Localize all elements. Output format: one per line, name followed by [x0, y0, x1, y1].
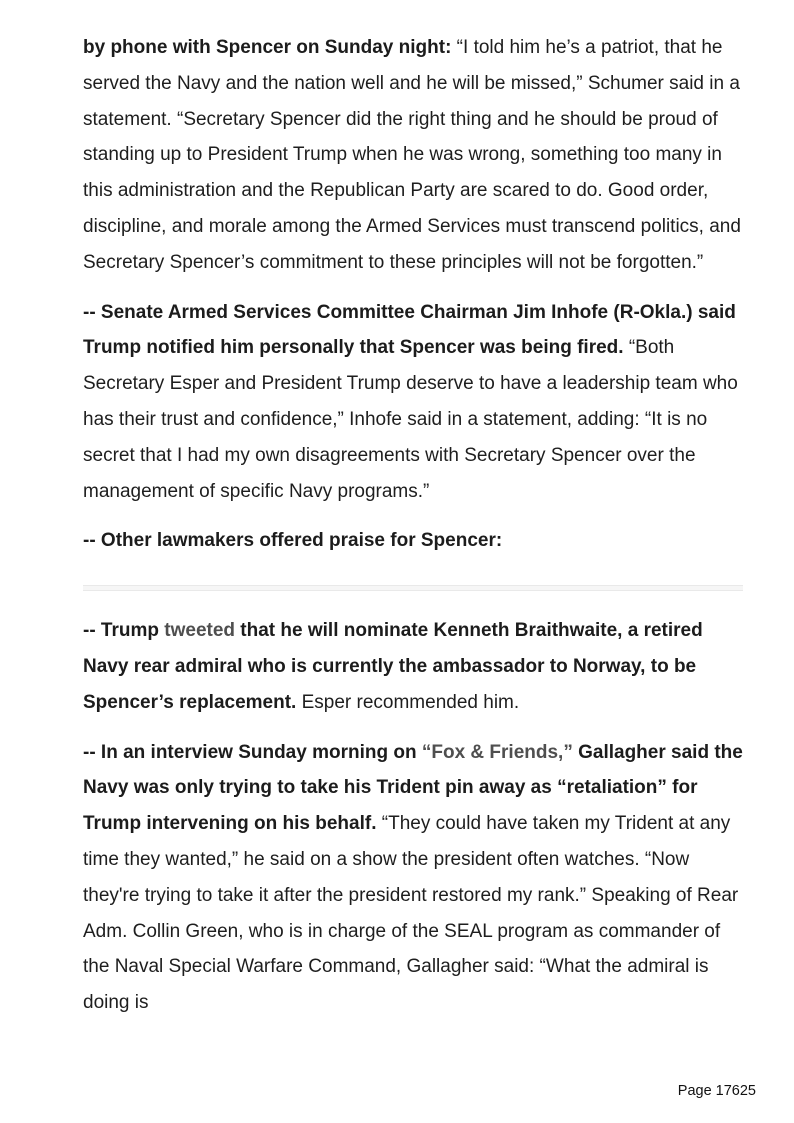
page-number: Page 17625 — [677, 1083, 756, 1099]
paragraph-gallagher — [83, 735, 743, 1021]
paragraph-inhofe — [83, 295, 743, 510]
paragraph-schumer-quote — [83, 30, 743, 281]
paragraph-text: Esper recommended him. — [296, 691, 520, 713]
paragraph-text: “They could have taken my Trident at any time they wanted,” he said on a show the president often watches. “Now they're trying to take it after the president restored my rank.” Speaking of Rear Adm. Collin Green, who is in charge of the SEAL program as commander of the Naval Special Warfare Command, Gallagher said: “What the admiral is doing is — [83, 813, 739, 1014]
paragraph-text: “I told him he’s a patriot, that he served the Navy and the nation well and he will be missed,” Schumer said in a statement. “Secretary Spencer did the right thing and he should be proud of standing up to President Trump when he was wrong, something too many in this administration and the Republican Party are scared to do. Good order, discipline, and morale among the Armed Services must transcend politics, and Secretary Spencer’s commitment to these principles will not be forgotten.” — [83, 37, 741, 273]
lead-in-bold-cont: Gallagher said the Navy was only trying to take his Trident pin away as “retaliation” for Trump intervening on his behalf. — [83, 741, 743, 835]
lead-in-bold: by phone with Spencer on Sunday night: — [83, 37, 452, 58]
lead-in-bold: -- In an interview Sunday morning on — [83, 741, 422, 763]
article-body — [83, 30, 743, 1014]
paragraph-text: “Both Secretary Esper and President Trump deserve to have a leadership team who has their trust and confidence,” Inhofe said in a statement, adding: “It is no secret that I had my own disagreements with Secretary Spencer over the management of specific Navy programs.” — [83, 337, 738, 502]
lead-in-bold: -- Other lawmakers offered praise for Spencer: — [83, 530, 503, 552]
tweeted-link[interactable]: tweeted — [164, 620, 236, 642]
embed-divider — [83, 585, 743, 591]
paragraph-trump-nominee — [83, 613, 743, 720]
lead-in-bold: -- Senate Armed Services Committee Chairman Jim Inhofe (R-Okla.) said Trump notified him personally that Spencer was being fired. — [83, 301, 736, 359]
lead-in-bold-cont: that he will nominate Kenneth Braithwaite, a retired Navy rear admiral who is currently the ambassador to Norway, to be Spencer’s replacement. — [83, 620, 703, 713]
fox-and-friends-link[interactable]: “Fox & Friends,” — [421, 741, 573, 763]
clipped-paragraph-wrap — [83, 735, 743, 1014]
lead-in-bold: -- Trump — [83, 620, 165, 642]
paragraph-other-lawmakers — [83, 523, 743, 559]
